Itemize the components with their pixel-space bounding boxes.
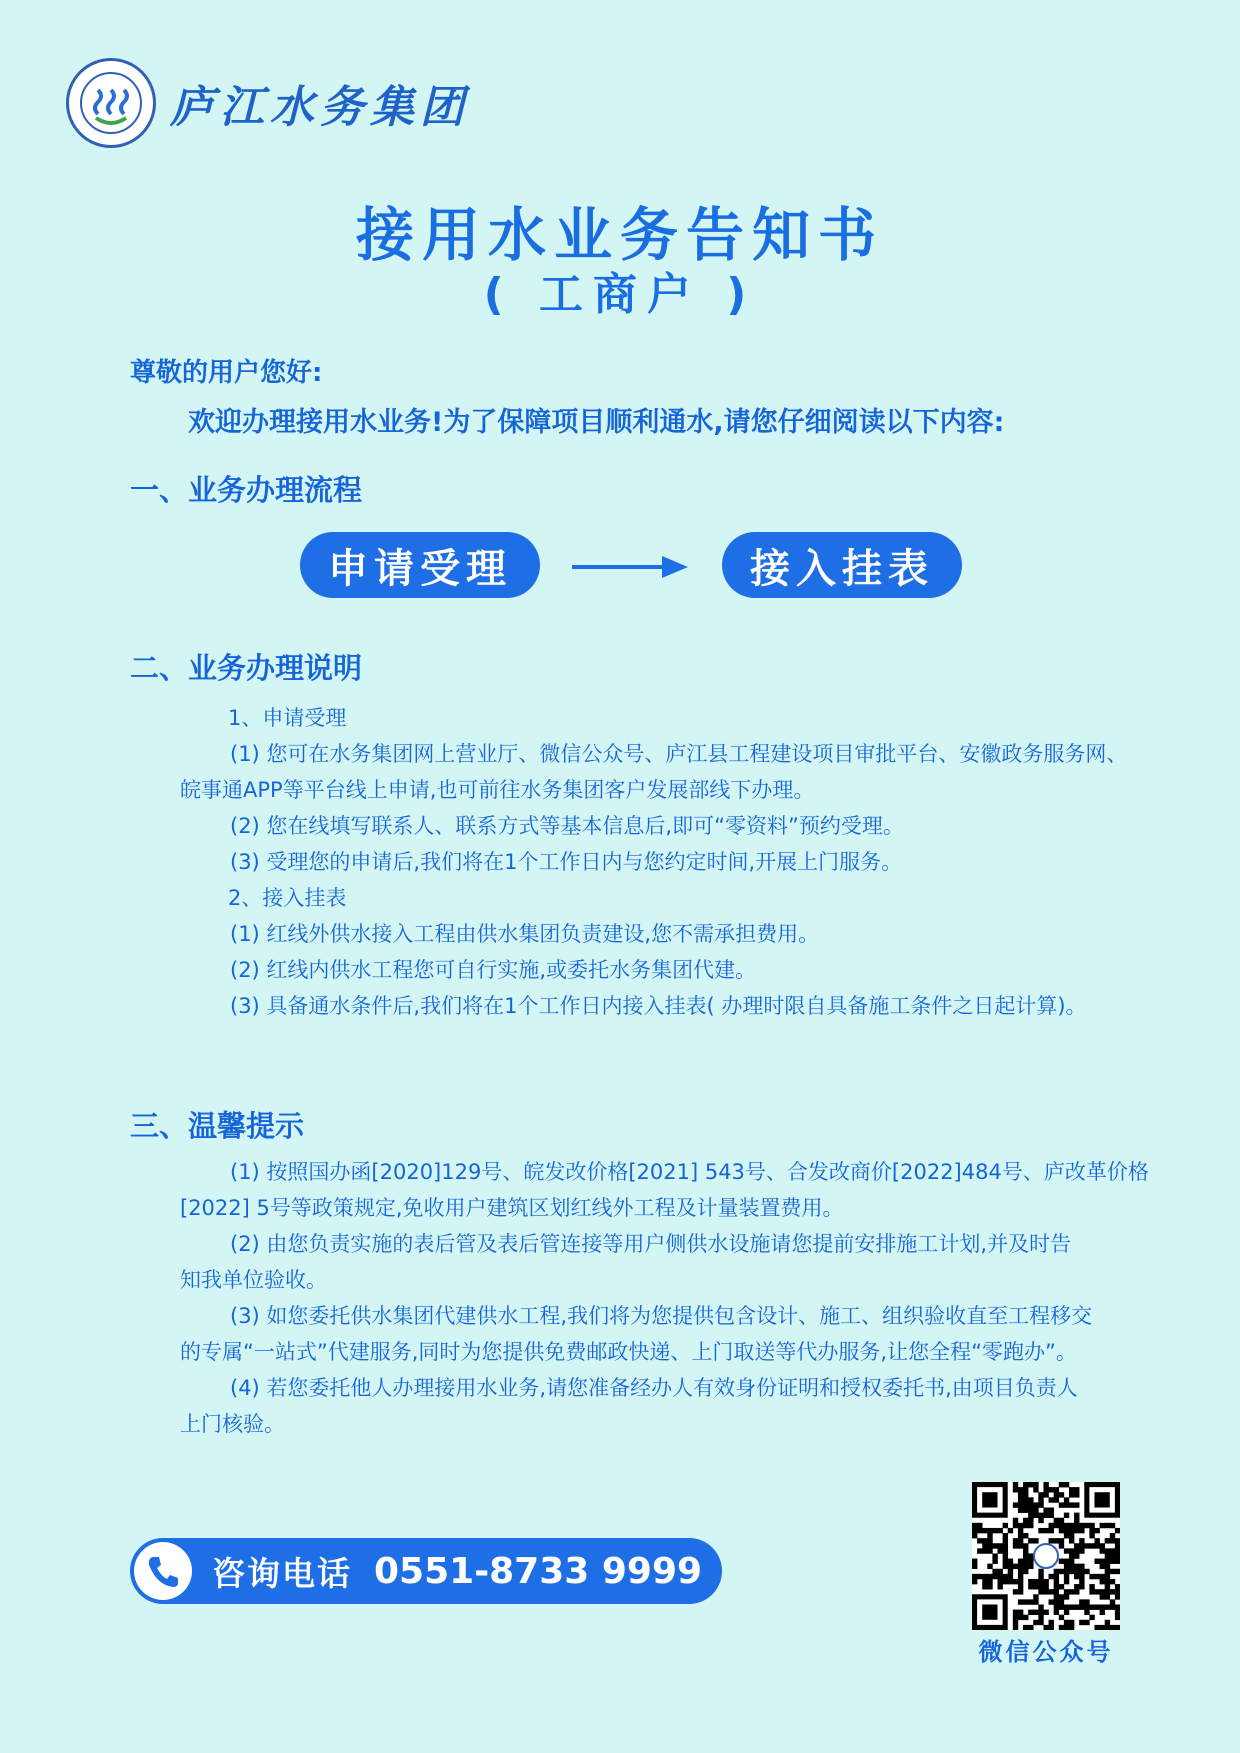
body-line: (2) 红线内供水工程您可自行实施,或委托水务集团代建。 [230,958,757,982]
hotline-number: 0551-8733 9999 [374,1550,703,1592]
tip-line: (1) 按照国办函[2020]129号、皖发改价格[2021] 543号、合发改商价[2022]484号、庐改革价格 [230,1160,1149,1184]
step-apply: 申请受理 [300,532,540,598]
body-line: (2) 您在线填写联系人、联系方式等基本信息后,即可“零资料”预约受理。 [230,814,904,838]
section3-heading: 三、温馨提示 [130,1109,305,1143]
tip-line: (3) 如您委托供水集团代建供水工程,我们将为您提供包含设计、施工、组织验收直至工程移交 [230,1304,1093,1328]
tip-line: 上门核验。 [180,1412,285,1436]
body-line: (3) 具备通水条件后,我们将在1个工作日内接入挂表( 办理时限自具备施工条件之日起计算)。 [230,994,1087,1018]
step-connect: 接入挂表 [722,532,962,598]
page-subtitle: ( 工商户 ) [483,269,757,320]
company-logo [66,58,470,148]
sub-heading-apply: 1、申请受理 [228,706,347,730]
qr-caption: 微信公众号 [978,1638,1114,1666]
hotline-label: 咨询电话 [212,1553,352,1593]
section2-heading: 二、业务办理说明 [130,651,363,685]
body-line: (1) 红线外供水接入工程由供水集团负责建设,您不需承担费用。 [230,922,820,946]
sub-heading-connect: 2、接入挂表 [228,886,347,910]
arrow-right-icon [570,552,690,586]
logo-text: 庐江水务集团 [170,82,470,133]
page-title: 接用水业务告知书 [355,201,884,269]
section1-heading: 一、业务办理流程 [130,473,363,507]
tip-line: 知我单位验收。 [180,1268,327,1292]
body-line: (1) 您可在水务集团网上营业厅、微信公众号、庐江县工程建设项目审批平台、安徽政务服务网、 [230,742,1128,766]
body-line: 皖事通APP等平台线上申请,也可前往水务集团客户发展部线下办理。 [180,778,815,802]
tip-line: 的专属“一站式”代建服务,同时为您提供免费邮政快递、上门取送等代办服务,让您全程“零跑办”。 [180,1340,1077,1364]
tip-line: [2022] 5号等政策规定,免收用户建筑区划红线外工程及计量装置费用。 [180,1196,844,1220]
welcome-text: 欢迎办理接用水业务!为了保障项目顺利通水,请您仔细阅读以下内容: [188,407,1005,438]
section2-body [180,700,1170,1024]
tip-line: (4) 若您委托他人办理接用水业务,请您准备经办人有效身份证明和授权委托书,由项目负责人 [230,1376,1078,1400]
qr-code-icon [972,1482,1120,1630]
tip-line: (2) 由您负责实施的表后管及表后管连接等用户侧供水设施请您提前安排施工计划,并及时告 [230,1232,1072,1256]
logo-emblem-icon [66,58,156,148]
hotline-banner [130,1538,722,1604]
greeting: 尊敬的用户您好: [130,358,323,388]
phone-icon [134,1542,192,1600]
body-line: (3) 受理您的申请后,我们将在1个工作日内与您约定时间,开展上门服务。 [230,850,903,874]
section3-body [180,1154,1170,1442]
